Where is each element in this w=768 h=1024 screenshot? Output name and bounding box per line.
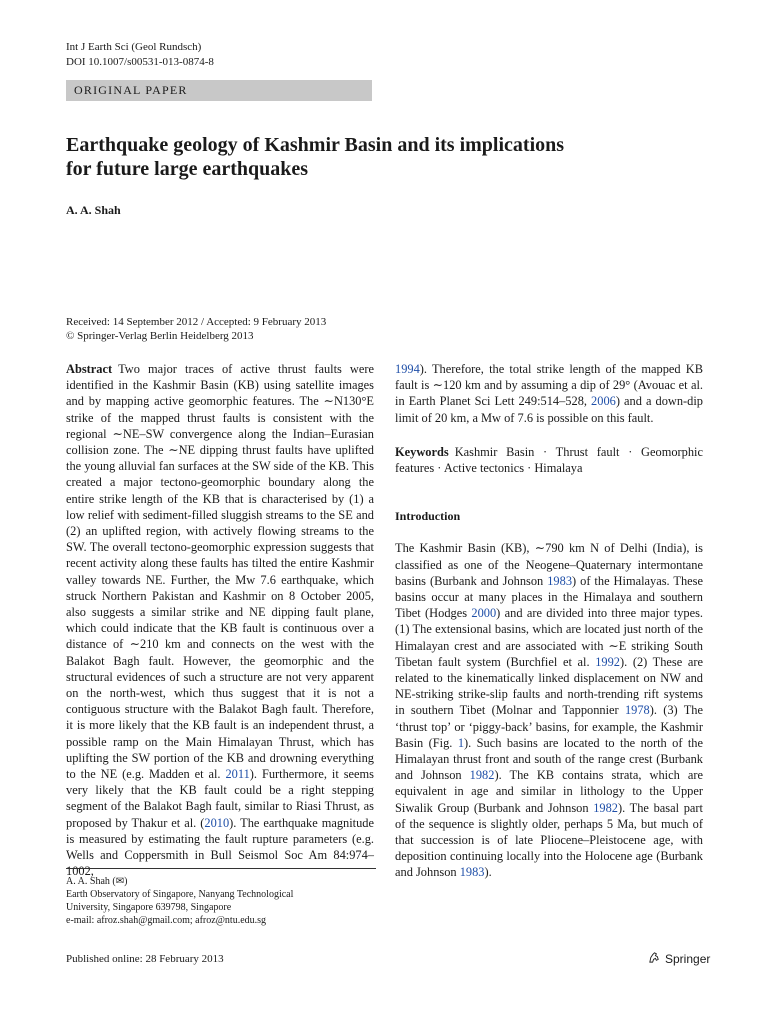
citation-link[interactable]: 2011 — [225, 767, 250, 782]
affiliation-line: University, Singapore 639798, Singapore — [66, 902, 232, 913]
author-affiliation — [66, 868, 376, 927]
published-date: Published online: 28 February 2013 — [66, 953, 224, 965]
left-column — [66, 361, 374, 880]
abstract-continued — [395, 361, 703, 426]
affiliation-name: A. A. Shah (✉) — [66, 876, 128, 887]
abstract-text: ) and a down-dip limit of 20 km, a Mw of 7.6 is possible on this fault. — [395, 394, 703, 425]
intro-text: ). — [484, 865, 492, 880]
figure-link[interactable]: 1 — [457, 735, 465, 750]
abstract-heading: Abstract — [66, 362, 113, 376]
abstract-text: ). Therefore, the total strike length of the mapped KB fault is ∼120 km and by assuming a dip of 29° (Avouac et al. in Earth Planet Sci Lett 249:514–528, — [395, 362, 703, 409]
abstract-text: Two major traces of active thrust faults were identified in the Kashmir Basin (KB) using satellite images and by mapping active geomorphic features. The ∼N130°E strike of the mapped thrust faults is consistent with the regional ∼NE–SW convergence along the Indian–Eurasian collision zone. The ∼NE dipping thrust faults have uplifted the young alluvial fan surfaces at the SW side of the KB. This created a major tectono-geomorphic boundary along the entire strike length of the KB that is characterised by (1) a low relief with sediment-filled sluggish streams to the SE and (2) an uplifted region, with actively flowing streams to the SW. The overall tectono-geomorphic expression suggests that recent activity along these faults has tilted the entire Kashmir valley towards NE. Further, the Mw 7.6 earthquake, which struck Northern Pakistan and Kashmir on 8 October 2005, also suggests a similar strike and NE dipping fault plane, which could indicate that the KB fault is continuous over a distance of ∼210 km and connects on the west with the Balakot Bagh fault. However, the geomorphic and the structural evidences of such a structure are not very apparent on the north-west, which thus suggest that it is not a contiguous structure with the Balakot Bagh fault. Therefore, it is more likely that the KB fault is an independent thrust, a possible ramp on the Main Himalayan Thrust, which has uplifting the SW portion of the KB and drowning everything to the NE (e.g. Madden et al. — [66, 362, 374, 782]
intro-text: ). Such basins are located to the north of the Himalayan thrust front and south of the range crest (Burbank and Johnson — [395, 735, 704, 783]
abstract-text: ). Furthermore, it seems very likely that the KB fault could be a right stepping segment of the Balakot Bagh fault, similar to Riasi Thrust, as proposed by Thakur et al. ( — [66, 767, 375, 830]
affiliation-line: Earth Observatory of Singapore, Nanyang Technological — [66, 889, 294, 900]
intro-text: ). The KB contains strata, which are equivalent in age and similar in lithology to the Upper Siwalik Group (Burbank and Johnson — [395, 768, 703, 815]
intro-text: ) and are divided into three major types. (1) The extensional basins, which are located just north of the Himalayan crest and are associated with ∼E striking South Tibetan fault system (Burchfiel et al. — [395, 606, 704, 669]
intro-text: ). (2) These are related to the kinematically linked displacement on NW and NE-striking strike-slip faults and north-trending rift systems in southern Tibet (Molnar and Tapponnier — [395, 654, 703, 718]
intro-text: ). (3) The ‘thrust top’ or ‘piggy-back’ basins, for example, the Kashmir Basin (Fig. — [395, 703, 703, 750]
received-accepted: Received: 14 September 2012 / Accepted: 9 February 2013 — [66, 316, 327, 328]
introduction-text — [395, 540, 703, 880]
citation-link[interactable]: 1983 — [547, 573, 573, 588]
citation-link[interactable]: 2000 — [471, 606, 497, 621]
title-line-1: Earthquake geology of Kashmir Basin and its implications — [66, 134, 565, 156]
citation-link[interactable]: 1994 — [395, 362, 420, 376]
dates-block — [66, 315, 326, 343]
abstract — [66, 361, 374, 880]
intro-text: ) of the Himalayas. These basins occur at many places in the Himalaya and southern Tibet (Hodges — [395, 573, 703, 621]
publisher-name: Springer — [665, 952, 711, 966]
citation-link[interactable]: 1992 — [595, 654, 620, 669]
citation-link[interactable]: 1982 — [593, 800, 618, 815]
citation-link[interactable]: 1983 — [459, 865, 485, 880]
author[interactable]: A. A. Shah — [66, 203, 121, 217]
section-heading: Introduction — [395, 509, 461, 524]
intro-text: The Kashmir Basin (KB), ∼790 km N of Delhi (India), is classified as one of the Neogene–Quaternary intermontane basins (Burbank and Johnson — [395, 541, 703, 588]
title-line-2: for future large earthquakes — [66, 158, 309, 180]
citation-link[interactable]: 1978 — [624, 703, 650, 718]
intro-text: ). The basal part of the sequence is slightly older, perhaps 5 Ma, but much of that succession is of late Pliocene–Pleistocene age, with deposition continuing locally into the Holocene age (Burbank and Johnson — [395, 800, 703, 880]
abstract-text: ). The earthquake magnitude is measured by estimating the fault rupture parameters (e.g. Wells and Coppersmith in Bull Seismol Soc Am 84:974–1002, — [66, 815, 375, 879]
citation-link[interactable]: 2010 — [204, 815, 230, 830]
paper-title — [66, 133, 666, 181]
journal-name: Int J Earth Sci (Geol Rundsch) — [66, 41, 202, 53]
citation-link[interactable]: 1982 — [469, 768, 495, 783]
article-type-banner: ORIGINAL PAPER — [66, 80, 372, 101]
keywords — [395, 444, 703, 476]
citation-link[interactable]: 2006 — [591, 394, 616, 409]
keywords-list: Kashmir Basin · Thrust fault · Geomorphic features · Active tectonics · Himalaya — [395, 444, 703, 476]
publisher-logo — [648, 951, 710, 967]
journal-header — [66, 40, 214, 70]
springer-horse-icon — [648, 951, 661, 967]
affiliation-email[interactable]: e-mail: afroz.shah@gmail.com; afroz@ntu.edu.sg — [66, 915, 267, 926]
copyright: © Springer-Verlag Berlin Heidelberg 2013 — [66, 330, 254, 342]
right-column — [395, 361, 703, 881]
keywords-heading: Keywords — [395, 444, 449, 459]
doi[interactable]: DOI 10.1007/s00531-013-0874-8 — [66, 56, 214, 68]
